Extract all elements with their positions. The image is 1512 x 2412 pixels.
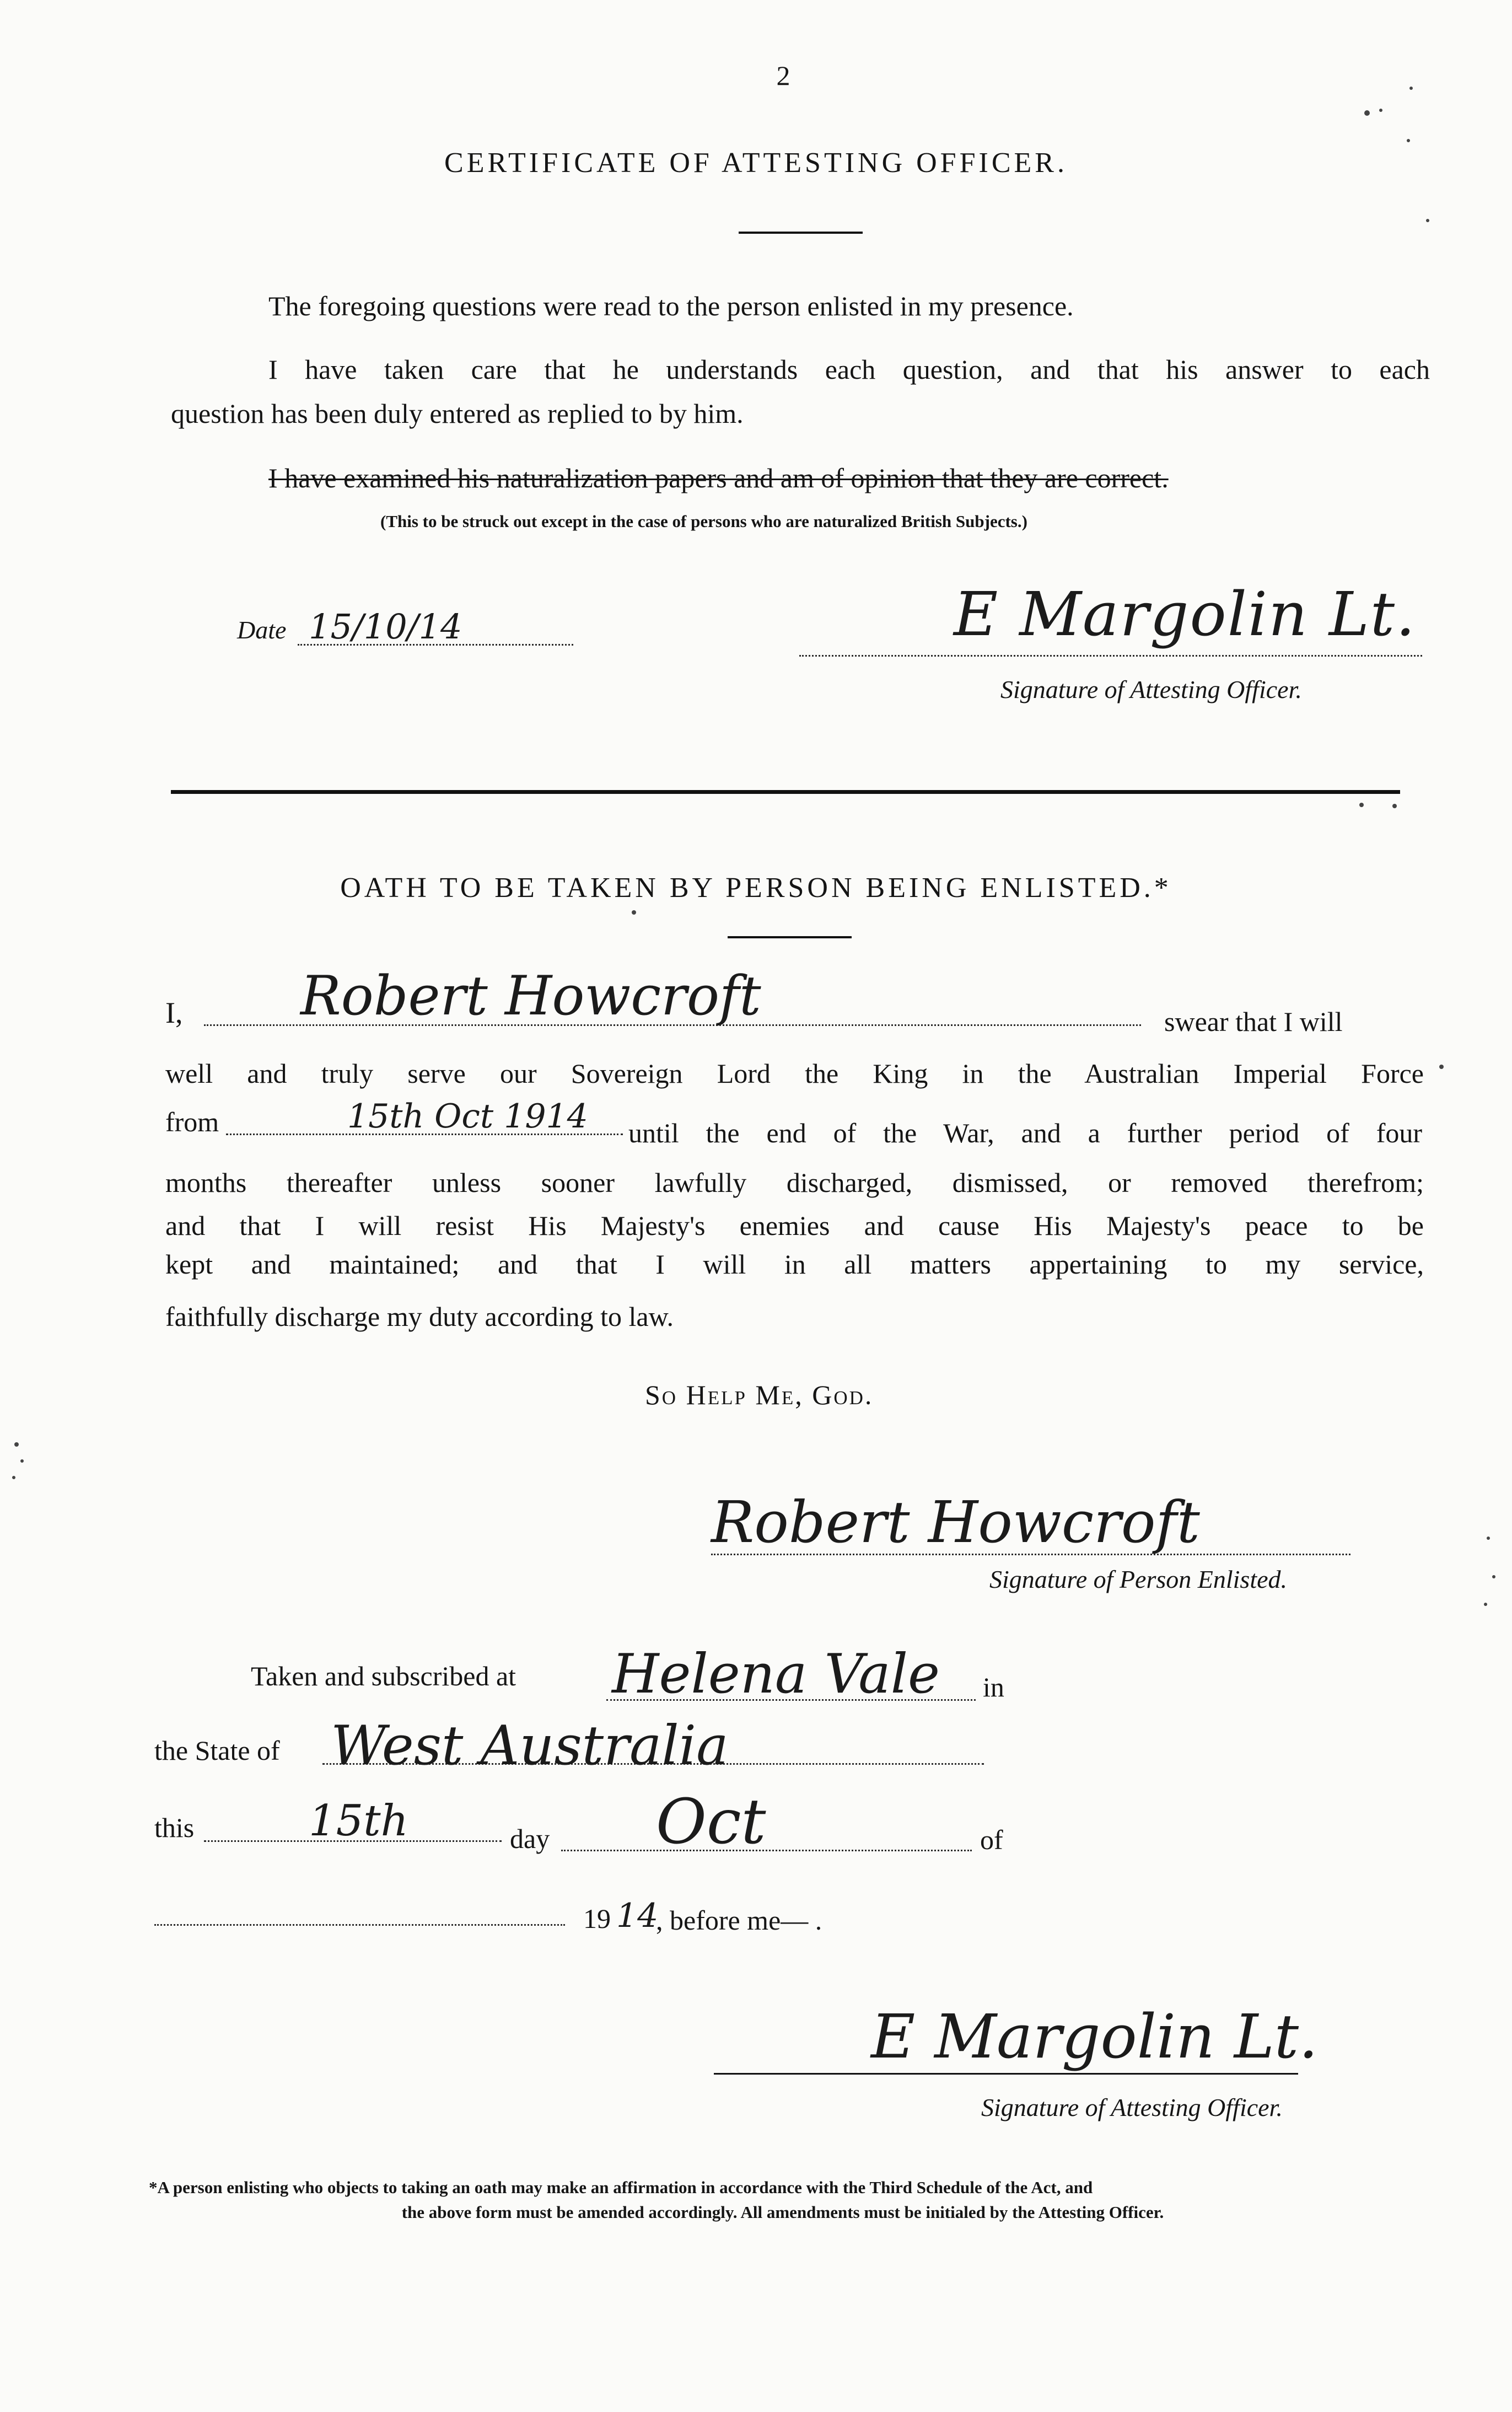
page-number: 2 [776, 60, 790, 91]
oath-from-label: from [165, 1106, 219, 1137]
oath-line6: kept and maintained; and that I will in all matters appertaining to my service, [165, 1249, 1424, 1280]
oath-from-value: 15th Oct 1914 [347, 1097, 588, 1136]
attesting-officer-signature: E Margolin Lt. [954, 579, 1417, 649]
oath-line4: months thereafter unless sooner lawfully discharged, dismissed, or removed therefrom; [165, 1167, 1424, 1198]
oath-swear-text: swear that I will [1164, 1006, 1343, 1037]
naturalization-struck-text: I have examined his naturalization papers and am of opinion that they are correct. [268, 463, 1169, 493]
subscribed-day-label: day [510, 1823, 550, 1854]
subscribed-in-label: in [983, 1672, 1004, 1702]
oath-line7: faithfully discharge my duty according to law. [165, 1301, 674, 1332]
officer-signature-label: Signature of Attesting Officer. [981, 2093, 1283, 2121]
footnote-line1: *A person enlisting who objects to taking an oath may make an affirmation in accordance with the Third Schedule of the Act, and [149, 2178, 1093, 2197]
subscribed-month-value: Oct [656, 1786, 766, 1858]
enlisted-signature-label: Signature of Person Enlisted. [989, 1565, 1288, 1593]
oath-closing: So Help Me, God. [645, 1379, 874, 1410]
subscribed-before-me: , before me— . [656, 1905, 822, 1936]
oath-title: OATH TO BE TAKEN BY PERSON BEING ENLISTED.* [340, 872, 1172, 904]
subscribed-state-value: West Australia [331, 1715, 729, 1777]
attesting-signature-label: Signature of Attesting Officer. [1000, 675, 1302, 703]
enlisted-signature: Robert Howcroft [711, 1489, 1200, 1556]
subscribed-of-label: of [980, 1824, 1003, 1855]
subscribed-this-label: this [154, 1812, 195, 1843]
subscribed-state-label: the State of [154, 1735, 280, 1766]
subscribed-day-value: 15th [309, 1796, 408, 1846]
certificate-para1: The foregoing questions were read to the person enlisted in my presence. [268, 291, 1074, 321]
certificate-para2-line2: question has been duly entered as replied to by him. [171, 398, 744, 429]
officer-signature: E Margolin Lt. [871, 2001, 1319, 2072]
oath-line5: and that I will resist His Majesty's enemies and cause His Majesty's peace to be [165, 1210, 1424, 1241]
subscribed-year-value: 14 [616, 1897, 659, 1935]
oath-line2: well and truly serve our Sovereign Lord the King in the Australian Imperial Force [165, 1058, 1424, 1089]
oath-i-label: I, [165, 996, 183, 1029]
oath-name-handwritten: Robert Howcroft [300, 965, 761, 1028]
subscribed-place: Helena Vale [612, 1643, 940, 1706]
date-label: Date [237, 616, 287, 644]
footnote-line2: the above form must be amended accordingly. All amendments must be initialed by the Attesting Officer. [401, 2203, 1164, 2222]
date-value: 15/10/14 [309, 606, 462, 647]
subscribed-taken-label: Taken and subscribed at [251, 1661, 516, 1691]
certificate-para2-line1: I have taken care that he understands each question, and that his answer to each [268, 354, 1430, 385]
oath-line3-rest: until the end of the War, and a further period of four [628, 1118, 1422, 1148]
certificate-title: CERTIFICATE OF ATTESTING OFFICER. [444, 147, 1068, 179]
naturalization-note: (This to be struck out except in the case of persons who are naturalized British Subjects.) [380, 512, 1027, 531]
subscribed-year-prefix: 19 [583, 1903, 611, 1934]
